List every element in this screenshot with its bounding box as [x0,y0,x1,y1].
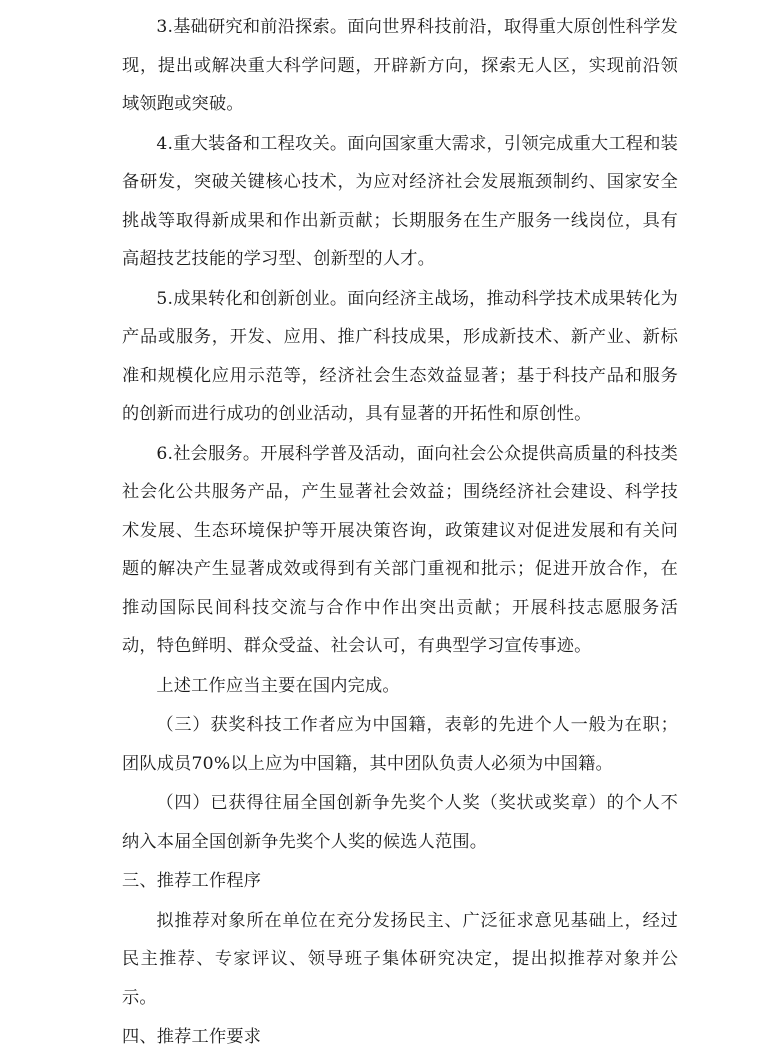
section-heading-requirements: 四、推荐工作要求 [122,1027,262,1047]
section-heading-procedure: 三、推荐工作程序 [122,871,262,891]
paragraph-nationality-requirement: （三）获奖科技工作者应为中国籍，表彰的先进个人一般为在职；团队成员70%以上应为中国籍，其中团队负责人必须为中国籍。 [122,715,678,774]
paragraph-social-service: 6.社会服务。开展科学普及活动，面向社会公众提供高质量的科技类社会化公共服务产品，产生显著社会效益；围绕经济社会建设、科学技术发展、生态环境保护等开展决策咨询，政策建议对促进发展和有关问题的解决产生显著成效或得到有关部门重视和批示；促进开放合作，在推动国际民间科技交流与合作中作出突出贡献；开展科技志愿服务活动，特色鲜明、群众受益、社会认可，有典型学习宣传事迹。 [122,443,678,656]
paragraph-procedure: 拟推荐对象所在单位在充分发扬民主、广泛征求意见基础上，经过民主推荐、专家评议、领导班子集体研究决定，提出拟推荐对象并公示。 [122,910,678,1008]
paragraph-major-equipment: 4.重大装备和工程攻关。面向国家重大需求，引领完成重大工程和装备研发，突破关键核心技术，为应对经济社会发展瓶颈制约、国家安全挑战等取得新成果和作出新贡献；长期服务在生产服务一线岗位，具有高超技艺技能的学习型、创新型的人才。 [122,133,678,269]
paragraph-basic-research: 3.基础研究和前沿探索。面向世界科技前沿，取得重大原创性科学发现，提出或解决重大科学问题，开辟新方向，探索无人区，实现前沿领域领跑或突破。 [122,17,678,114]
paragraph-achievement-transfer: 5.成果转化和创新创业。面向经济主战场，推动科学技术成果转化为产品或服务，开发、应用、推广科技成果，形成新技术、新产业、新标准和规模化应用示范等，经济社会生态效益显著；基于科技产品和服务的创新而进行成功的创业活动，具有显著的开拓性和原创性。 [122,288,678,424]
paragraph-domestic-completion: 上述工作应当主要在国内完成。 [156,675,400,696]
document-body [122,8,678,1058]
paragraph-previous-winners: （四）已获得往届全国创新争先奖个人奖（奖状或奖章）的个人不纳入本届全国创新争先奖个人奖的候选人范围。 [122,793,678,852]
